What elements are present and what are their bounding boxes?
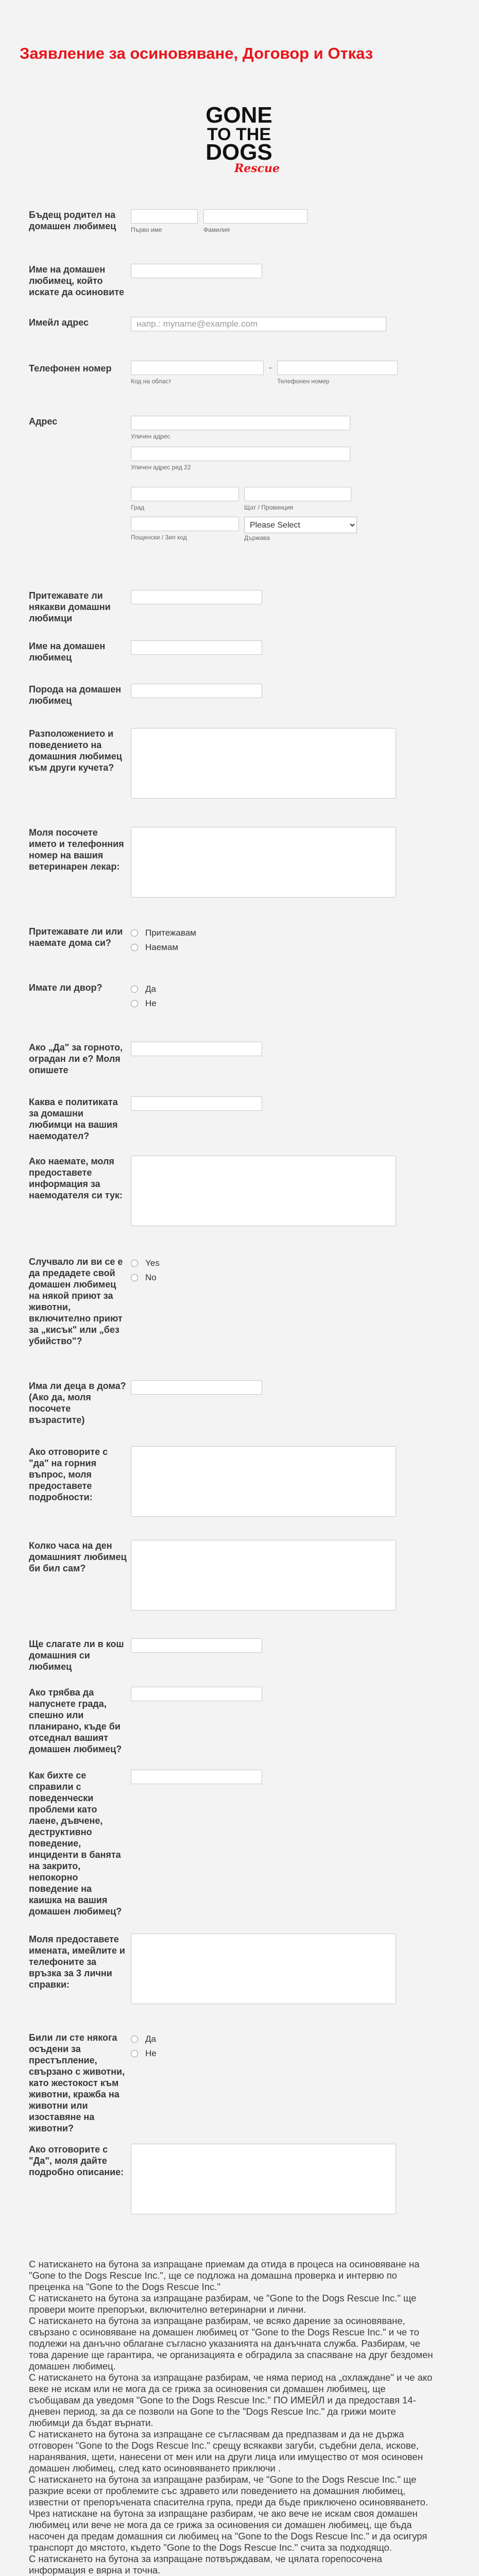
children-input[interactable]: [131, 1380, 262, 1395]
terms-paragraph: С натискането на бутона за изпращане разбирам, че "Gone to the Dogs Rescue Inc." ще разкрие всеки от проблемите със здравето или поведението на домашния любимец, известни от препоръчената спасителна група, преди да бъде приключено осиновяването.: [29, 2474, 429, 2507]
radio-circle[interactable]: [131, 986, 138, 993]
city-input[interactable]: [131, 487, 239, 501]
terms-paragraph: С натискането на бутона за изпращане приемам да отида в процеса на осиновяване на "Gone to the Dogs Rescue Inc.", ще се подложа на домашна проверка и интервю по преценка на "Gone to the Dogs Rescue Inc.": [29, 2259, 420, 2292]
crate-label: Ще слагате ли в кош домашния си любимец: [29, 1639, 124, 1672]
page-title: Заявление за осиновяване, Договор и Отказ: [20, 44, 373, 62]
references-textarea[interactable]: [131, 1934, 396, 2004]
temperament-label: Разположението и поведението на домашния любимец към други кучета?: [29, 728, 122, 773]
given-up-label: Случвало ли ви се е да предадете свой домашен любимец на някой приют за животни, включително приют за „кисък" или „без убийство"?: [29, 1257, 123, 1346]
state-sublabel: Щат / Провинция: [244, 504, 294, 511]
zip-input[interactable]: [131, 517, 239, 531]
street-input[interactable]: [131, 416, 350, 430]
home-option-rent[interactable]: [131, 940, 196, 955]
first-name-input[interactable]: [131, 209, 198, 224]
yard-option-no[interactable]: [131, 996, 157, 1011]
logo-line-3: DOGS: [206, 140, 272, 165]
home-option-rent-label: Наемам: [145, 942, 179, 952]
street-sublabel: Уличен адрес: [131, 433, 170, 440]
convicted-option-yes[interactable]: [131, 2032, 157, 2046]
phone-number-input[interactable]: [277, 361, 398, 375]
phone-number-sublabel: Телефонен номер: [277, 378, 330, 385]
hours-alone-textarea[interactable]: [131, 1540, 396, 1611]
convicted-option-no[interactable]: [131, 2046, 157, 2061]
terms-paragraph: С натискането на бутона за изпращане потвърждавам, че цялата горепосочена информация е вярна и точна.: [29, 2553, 382, 2575]
breed-input[interactable]: [131, 684, 262, 698]
radio-circle[interactable]: [131, 1000, 138, 1007]
landlord-info-textarea[interactable]: [131, 1156, 396, 1226]
logo-line-2: TO THE: [207, 125, 271, 144]
behavior-label: Как бихте се справили с поведенчески проблеми като лаене, дъвчене, деструктивно поведение, инциденти в банята на закрито, непокорно поведение на каишка на вашия домашен любимец?: [29, 1770, 122, 1917]
children-ready-textarea[interactable]: [131, 1446, 396, 1517]
fence-input[interactable]: [131, 1042, 262, 1056]
home-label: Притежавате ли или наемате дома си?: [29, 926, 123, 948]
given-up-option-no-label: No: [145, 1273, 157, 1282]
hours-alone-label: Колко часа на ден домашният любимец би бил сам?: [29, 1540, 127, 1573]
travel-label: Ако трябва да напуснете града, спешно или планирано, къде би отседнал вашият домашен любимец?: [29, 1687, 122, 1754]
temperament-textarea[interactable]: [131, 728, 396, 799]
radio-circle[interactable]: [131, 2036, 138, 2043]
fence-label: Ако „Да" за горното, оградан ли е? Моля опишете: [29, 1042, 123, 1075]
given-up-option-yes[interactable]: [131, 1256, 160, 1270]
phone-dash: -: [269, 363, 272, 372]
pet-name-input[interactable]: [131, 640, 262, 655]
yard-label: Имате ли двор?: [29, 982, 102, 993]
given-up-option-no[interactable]: [131, 1270, 160, 1285]
children-label: Има ли деца в дома? (Ако да, моля посочете възрастите): [29, 1381, 126, 1425]
radio-circle[interactable]: [131, 2050, 138, 2057]
city-sublabel: Град: [131, 504, 145, 511]
street2-sublabel: Уличен адрес ред 22: [131, 464, 191, 471]
phone-label: Телефонен номер: [29, 363, 112, 374]
home-option-own-label: Притежавам: [145, 928, 196, 938]
radio-circle[interactable]: [131, 1274, 138, 1281]
radio-circle[interactable]: [131, 929, 138, 937]
home-option-own[interactable]: [131, 926, 196, 940]
logo-line-4: Rescue: [234, 162, 280, 175]
references-label: Моля предоставете имената, имейлите и телефоните за връзка за 3 лични справки:: [29, 1934, 125, 1990]
country-sublabel: Държава: [244, 534, 270, 541]
landlord-info-label: Ако наемате, моля предоставете информация за наемодателя си тук:: [29, 1156, 123, 1200]
last-name-sublabel: Фамилия: [203, 226, 230, 233]
details-label: Ако отговорите с "Да", моля дайте подробно описание:: [29, 2144, 124, 2177]
terms-paragraph: С натискането на бутона за изпращане разбирам, че всяко дарение за осиновяване, свързано с осиновяване на домашен любимец от "Gone to the Dogs Rescue Inc." и че то подлежи на данъчно облагане съгласно указанията на данъчната служба. Разбирам, че това дарение ще гарантира, че организацията е обградила за спасяване на друг бездомен домашен любимец.: [29, 2315, 433, 2371]
last-name-input[interactable]: [203, 209, 307, 224]
phone-area-input[interactable]: [131, 361, 264, 375]
address-label: Адрес: [29, 416, 58, 427]
breed-label: Порода на домашен любимец: [29, 684, 122, 706]
terms-paragraph: С натискането на бутона за изпращане разбирам, че няма период на „охлаждане" и че ако веке не искам или не мога да се грижа за осиновения си домашен любимец, ще съобщавам да уведомя "Gone to the Dogs Rescue Inc." ПО ИМЕЙЛ и да предоставя 14-дневен период, за да се позволи на Gone to the "Dogs Rescue Inc." да грижи моите любимци да бъдат върнати.: [29, 2372, 433, 2428]
yard-option-yes[interactable]: [131, 982, 157, 996]
terms-paragraph: С натискането на бутона за изпращане се съгласявам да предпазвам и да не държа отговорен "Gone to the Dogs Rescue Inc." срещу всякакви загуби, съдебни дела, искове, наранявания, щети, нанесени от мен или на други лица или имущество от моя осиновен домашен любимец, след като осиновяването приключи .: [29, 2429, 423, 2473]
details-textarea[interactable]: [131, 2144, 396, 2214]
yard-option-yes-label: Да: [145, 984, 156, 994]
name-label: Бъдещ родител на домашен любимец: [29, 210, 116, 231]
radio-circle[interactable]: [131, 1260, 138, 1267]
convicted-option-yes-label: Да: [145, 2034, 156, 2044]
convicted-label: Били ли сте някога осъдени за престъпление, свързано с животни, като жестокост към животни, кражба на животни или изоставяне на животни?: [29, 2032, 125, 2133]
first-name-sublabel: Първо име: [131, 226, 162, 233]
street2-input[interactable]: [131, 447, 350, 461]
radio-circle[interactable]: [131, 944, 138, 951]
convicted-option-no-label: Не: [145, 2048, 157, 2058]
zip-sublabel: Пощенски / Зип код: [131, 534, 187, 541]
pet-name-label: Име на домашен любимец: [29, 641, 106, 663]
adopt-pet-input[interactable]: [131, 264, 262, 278]
vet-label: Моля посочете името и телефонния номер на вашия ветеринарен лекар:: [29, 827, 124, 872]
state-input[interactable]: [244, 487, 351, 501]
email-label: Имейл адрес: [29, 317, 89, 328]
crate-input[interactable]: [131, 1638, 262, 1653]
logo-line-1: GONE: [206, 103, 272, 128]
gone-to-the-dogs-logo: [196, 102, 282, 176]
travel-input[interactable]: [131, 1687, 262, 1701]
landlord-policy-input[interactable]: [131, 1096, 262, 1111]
terms-paragraph: С натискането на бутона за изпращане разбирам, че "Gone to the Dogs Rescue Inc." ще провери моите препоръки, включително ветеринарни и лични.: [29, 2293, 417, 2315]
vet-textarea[interactable]: [131, 827, 396, 897]
landlord-policy-label: Каква е политиката за домашни любимци на вашия наемодател?: [29, 1097, 118, 1141]
given-up-option-yes-label: Yes: [145, 1258, 160, 1268]
country-select[interactable]: [244, 517, 357, 533]
other-pets-label: Притежавате ли някакви домашни любимци: [29, 590, 111, 623]
yard-option-no-label: Не: [145, 998, 157, 1008]
email-input[interactable]: [131, 317, 386, 331]
other-pets-input[interactable]: [131, 590, 262, 604]
behavior-input[interactable]: [131, 1770, 262, 1784]
terms-text: [29, 2259, 438, 2576]
adopt-pet-label: Име на домашен любимец, който искате да осиновите: [29, 264, 125, 297]
children-ready-label: Ако отговорите с "да" на горния въпрос, моля предоставете подробности:: [29, 1447, 108, 1502]
terms-paragraph: Чрез натискане на бутона за изпращане разбирам, че ако вече не искам своя домашен любимец или вече не мога да се грижа за осиновения си домашен любимец, ще бъда насочен да предам домашния си любимец на "Gone to the Dogs Rescue Inc." и да осигуря транспорт до мястото, където "Gone to the Dogs Rescue Inc." счита за подходящо.: [29, 2508, 427, 2553]
phone-area-sublabel: Код на област: [131, 378, 172, 385]
